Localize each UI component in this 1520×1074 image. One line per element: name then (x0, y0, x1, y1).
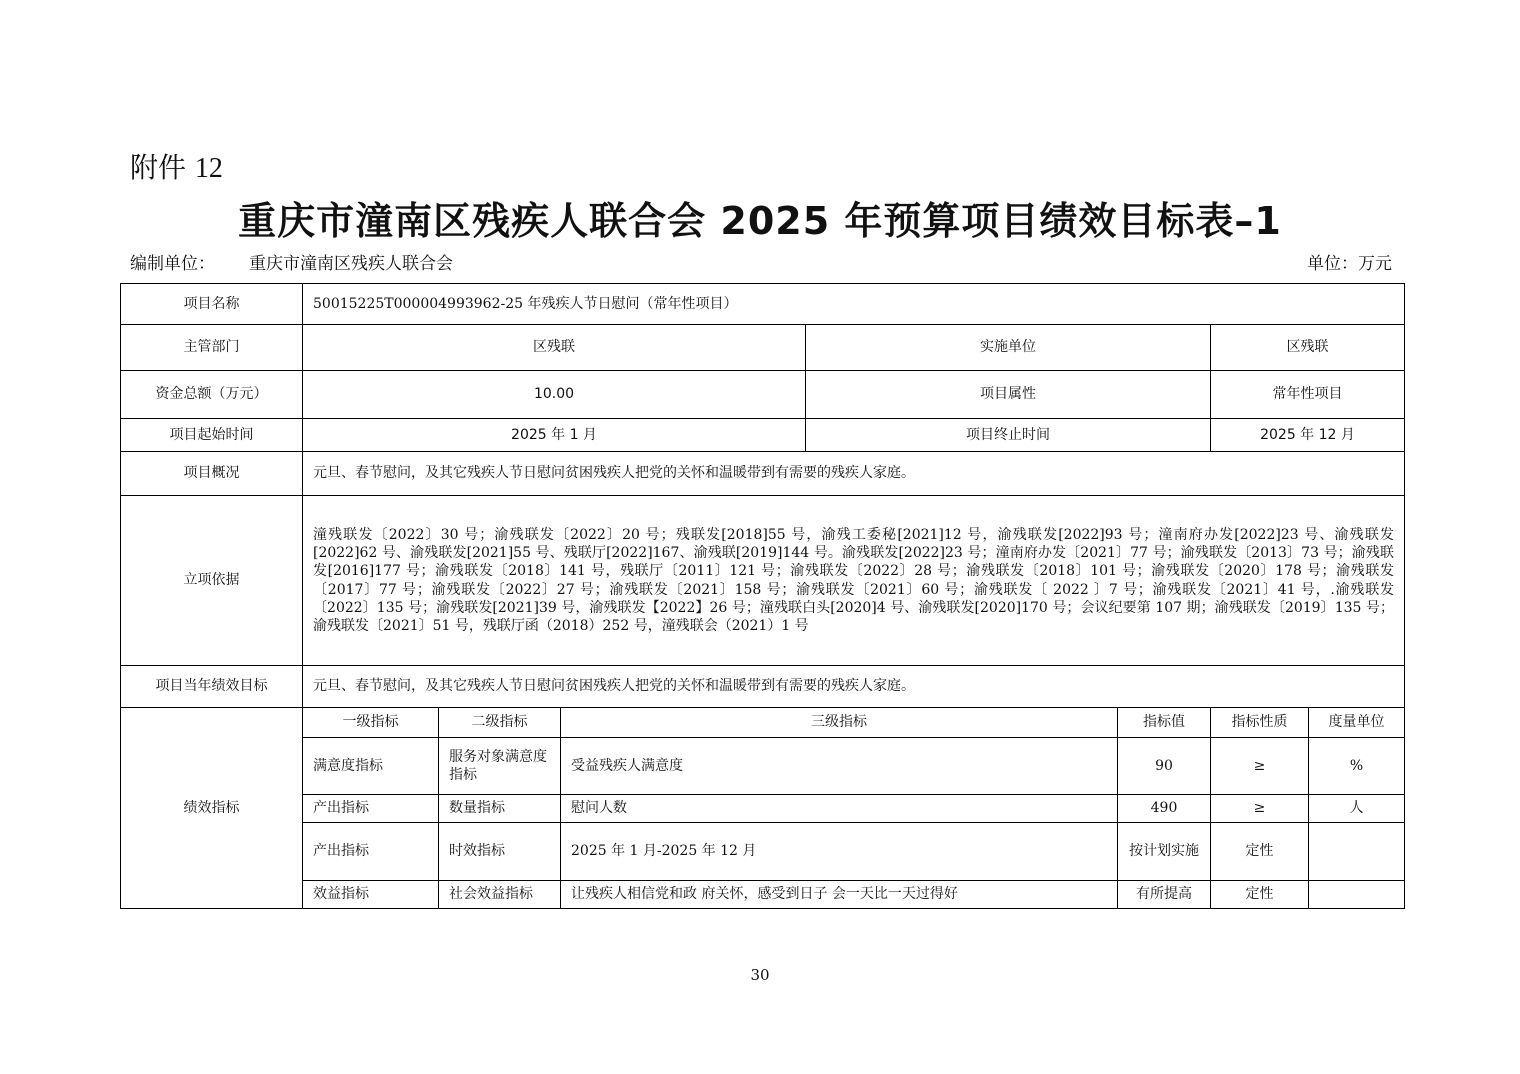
indicator-l3: 受益残疾人满意度 (561, 738, 1118, 795)
performance-table (120, 283, 1405, 909)
dept-value: 区残联 (303, 325, 806, 371)
basis-value: 潼残联发〔2022〕30 号；渝残联发〔2022〕20 号；残联发[2018]55 号，渝残工委秘[2021]12 号，渝残联发[2022]93 号；潼南府办发[2022]23 号、渝残联发[2022]62 号、渝残联发[2021]55 号、残联厅[2022]167、渝残联[2019]144 号。渝残联发[2022]23 号；潼南府办发〔2021〕77 号；渝残联发〔2013〕73 号；渝残联发[2016]177 号；渝残联发〔2018〕141 号，残联厅〔2011〕121 号；渝残联发〔2022〕28 号；渝残联发〔2018〕101 号；渝残联发〔2020〕178 号；渝残联发〔2017〕77 号；渝残联发〔2022〕27 号；渝残联发〔2021〕158 号；渝残联发〔2021〕60 号；渝残联发〔 2022 〕7 号；渝残联发〔2021〕41 号，.渝残联发〔2022〕135 号；渝残联发[2021]39 号，渝残联发【2022】26 号；潼残联白头[2020]4 号、渝残联发[2020]170 号；会议纪要第 107 期；渝残联发〔2019〕135 号；渝残联发〔2021〕51 号，残联厅函（2018）252 号，潼残联会（2021）1 号 (303, 496, 1405, 666)
indicator-l3: 慰问人数 (561, 795, 1118, 823)
indicator-l2: 社会效益指标 (439, 881, 561, 909)
table-row (121, 823, 1405, 881)
header-unit: 度量单位 (1309, 708, 1405, 738)
start-label: 项目起始时间 (121, 419, 303, 452)
table-row (121, 738, 1405, 795)
indicator-l2: 服务对象满意度指标 (439, 738, 561, 795)
indicator-nature: 定性 (1211, 823, 1309, 881)
overview-value: 元旦、春节慰问，及其它残疾人节日慰问贫困残疾人把党的关怀和温暖带到有需要的残疾人家庭。 (303, 452, 1405, 496)
dept-label: 主管部门 (121, 325, 303, 371)
attachment-text: 附件 (130, 151, 187, 184)
attachment-number: 12 (194, 153, 223, 184)
document-title: 重庆市潼南区残疾人联合会 2025 年预算项目绩效目标表–1 (238, 199, 1282, 243)
attr-label: 项目属性 (806, 371, 1211, 419)
indicator-l1: 效益指标 (303, 881, 439, 909)
indicator-l2: 时效指标 (439, 823, 561, 881)
compiling-unit-label: 编制单位： (130, 254, 215, 274)
row-basis (121, 496, 1405, 666)
table-row (121, 795, 1405, 823)
currency-unit: 单位：万元 (1307, 254, 1392, 274)
indicator-nature: ≥ (1211, 738, 1309, 795)
compiling-unit (130, 249, 453, 274)
end-value: 2025 年 12 月 (1211, 419, 1405, 452)
basis-label: 立项依据 (121, 496, 303, 666)
indicator-l3: 让残疾人相信党和政 府关怀，感受到日子 会一天比一天过得好 (561, 881, 1118, 909)
header-level2: 二级指标 (439, 708, 561, 738)
project-name-label: 项目名称 (121, 284, 303, 325)
indicator-value: 按计划实施 (1118, 823, 1211, 881)
goal-value: 元旦、春节慰问，及其它残疾人节日慰问贫困残疾人把党的关怀和温暖带到有需要的残疾人家庭。 (303, 666, 1405, 708)
funds-label: 资金总额（万元） (121, 371, 303, 419)
indicator-unit (1309, 881, 1405, 909)
indicator-nature: 定性 (1211, 881, 1309, 909)
start-value: 2025 年 1 月 (303, 419, 806, 452)
indicator-value: 490 (1118, 795, 1211, 823)
indicator-unit: % (1309, 738, 1405, 795)
indicator-unit (1309, 823, 1405, 881)
header-nature: 指标性质 (1211, 708, 1309, 738)
row-goal (121, 666, 1405, 708)
attr-value: 常年性项目 (1211, 371, 1405, 419)
project-name-value: 50015225T000004993962-25 年残疾人节日慰问（常年性项目） (303, 284, 1405, 325)
indicator-l2: 数量指标 (439, 795, 561, 823)
header-level3: 三级指标 (561, 708, 1118, 738)
attachment-label (130, 146, 223, 186)
header-level1: 一级指标 (303, 708, 439, 738)
row-overview (121, 452, 1405, 496)
row-dates (121, 419, 1405, 452)
indicator-l1: 产出指标 (303, 823, 439, 881)
perf-label: 绩效指标 (121, 708, 303, 909)
funds-value: 10.00 (303, 371, 806, 419)
indicator-value: 90 (1118, 738, 1211, 795)
row-department (121, 325, 1405, 371)
indicator-nature: ≥ (1211, 795, 1309, 823)
indicator-value: 有所提高 (1118, 881, 1211, 909)
overview-label: 项目概况 (121, 452, 303, 496)
goal-label: 项目当年绩效目标 (121, 666, 303, 708)
indicator-unit: 人 (1309, 795, 1405, 823)
header-value: 指标值 (1118, 708, 1211, 738)
impl-value: 区残联 (1211, 325, 1405, 371)
page-number: 30 (750, 966, 770, 984)
compiling-unit-value: 重庆市潼南区残疾人联合会 (249, 254, 453, 274)
impl-label: 实施单位 (806, 325, 1211, 371)
row-project-name (121, 284, 1405, 325)
indicator-l1: 满意度指标 (303, 738, 439, 795)
indicator-l3: 2025 年 1 月-2025 年 12 月 (561, 823, 1118, 881)
table-row (121, 881, 1405, 909)
indicator-l1: 产出指标 (303, 795, 439, 823)
end-label: 项目终止时间 (806, 419, 1211, 452)
row-funds (121, 371, 1405, 419)
indicator-header-row (121, 708, 1405, 738)
